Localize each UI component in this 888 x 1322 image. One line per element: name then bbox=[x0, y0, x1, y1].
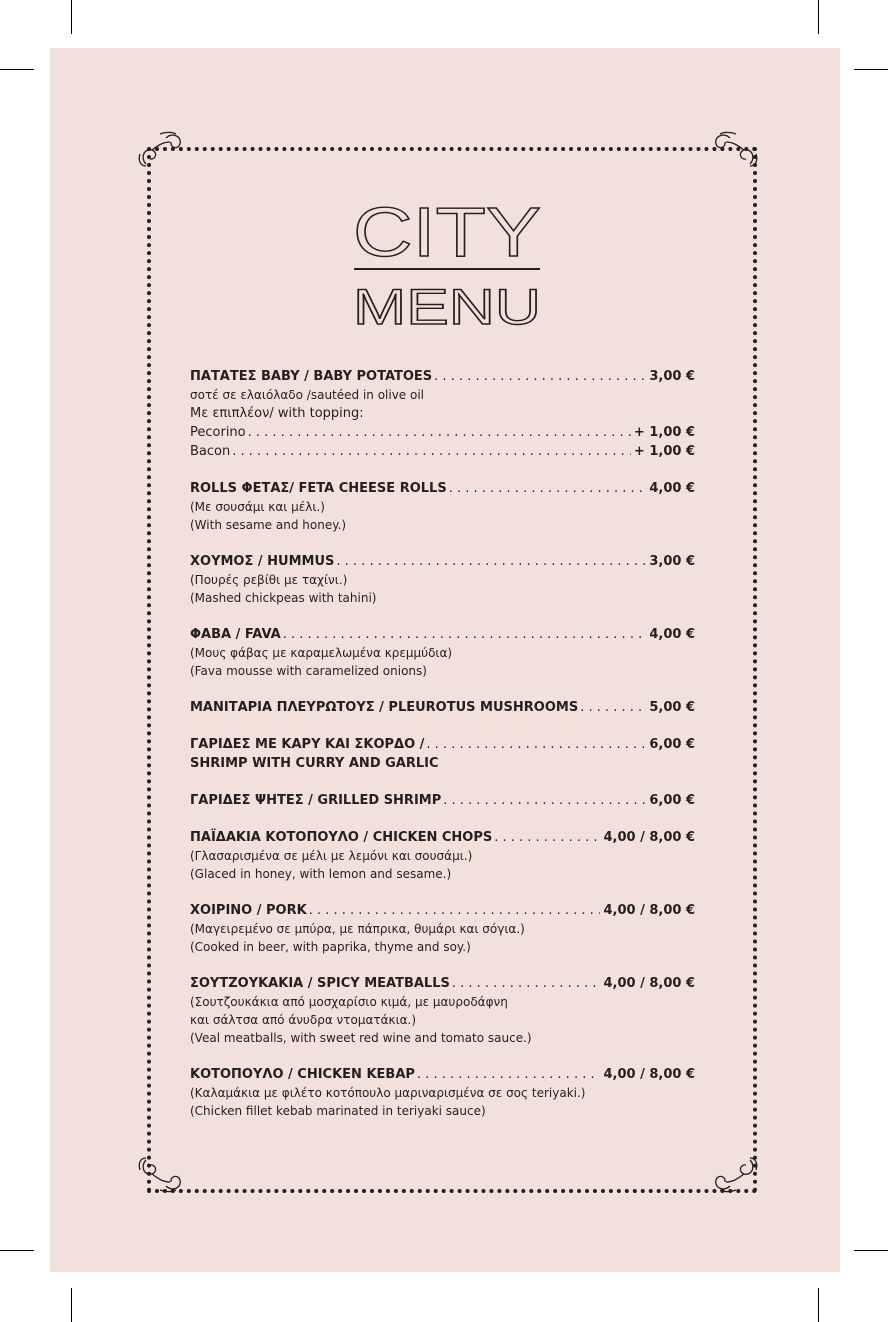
item-price: 4,00 € bbox=[649, 481, 695, 496]
topping-header: Με επιπλέον/ with topping: bbox=[190, 406, 364, 421]
item-description: (With sesame and honey.) bbox=[190, 518, 347, 532]
crop-mark bbox=[71, 0, 72, 34]
topping-price: + 1,00 € bbox=[633, 444, 695, 459]
item-description: (Glaced in honey, with lemon and sesame.) bbox=[190, 867, 452, 881]
flourish-bottom-right-icon bbox=[700, 1150, 760, 1194]
crop-mark bbox=[0, 1250, 34, 1251]
item-name: ΠΑΪΔΑΚΙΑ ΚΟΤΟΠΟΥΛΟ / CHICKEN CHOPS bbox=[190, 830, 493, 845]
crop-mark bbox=[854, 1250, 888, 1251]
item-description: (Γλασαρισμένα σε μέλι με λεμόνι και σουσάμι.) bbox=[190, 849, 473, 863]
crop-mark bbox=[0, 69, 34, 70]
city-menu-logo bbox=[350, 198, 545, 328]
item-price: 4,00 / 8,00 € bbox=[603, 1067, 695, 1082]
item-name: ΧΟΥΜΟΣ / HUMMUS bbox=[190, 554, 335, 569]
dot-leader bbox=[336, 552, 646, 571]
menu-item-chicken-chops bbox=[190, 828, 695, 883]
menu-card bbox=[50, 48, 840, 1272]
item-price: 3,00 € bbox=[649, 369, 695, 384]
topping-name: Pecorino bbox=[190, 425, 246, 440]
item-description: (Veal meatballs, with sweet red wine and tomato sauce.) bbox=[190, 1031, 532, 1045]
menu-item-curry-shrimp bbox=[190, 735, 695, 773]
item-description: (Fava mousse with caramelized onions) bbox=[190, 664, 427, 678]
crop-mark bbox=[818, 1288, 819, 1322]
dot-leader bbox=[494, 828, 600, 847]
topping-row bbox=[190, 423, 695, 442]
item-price: 6,00 € bbox=[649, 793, 695, 808]
dot-leader bbox=[426, 735, 646, 754]
item-description: (Καλαμάκια με φιλέτο κοτόπουλο μαριναρισμένα σε σος teriyaki.) bbox=[190, 1086, 586, 1100]
item-name: ΧΟΙΡΙΝΟ / PORK bbox=[190, 903, 307, 918]
item-price: 6,00 € bbox=[649, 737, 695, 752]
dot-leader bbox=[452, 974, 601, 993]
item-name: ΠΑΤΑΤΕΣ BABY / BABY POTATOES bbox=[190, 369, 433, 384]
item-description: (Πουρές ρεβίθι με ταχίνι.) bbox=[190, 573, 348, 587]
flourish-bottom-left-icon bbox=[136, 1150, 196, 1194]
menu-item-pork bbox=[190, 901, 695, 956]
dot-leader bbox=[449, 479, 647, 498]
item-description: σοτέ σε ελαιόλαδο /sautéed in olive oil bbox=[190, 388, 425, 402]
item-description: (Cooked in beer, with paprika, thyme and soy.) bbox=[190, 940, 471, 954]
item-description: και σάλτσα από άνυδρα ντοματάκια.) bbox=[190, 1013, 417, 1027]
crop-mark bbox=[71, 1288, 72, 1322]
item-name: ΦΑΒΑ / FAVA bbox=[190, 627, 281, 642]
crop-mark bbox=[818, 0, 819, 34]
flourish-top-left-icon bbox=[136, 130, 196, 174]
menu-items-list bbox=[190, 367, 695, 1138]
dot-leader bbox=[232, 442, 631, 461]
item-description: (Mashed chickpeas with tahini) bbox=[190, 591, 377, 605]
item-name: ROLLS ΦΕΤΑΣ/ FETA CHEESE ROLLS bbox=[190, 481, 447, 496]
item-name: ΓΑΡΙΔΕΣ ΨΗΤΕΣ / GRILLED SHRIMP bbox=[190, 793, 442, 808]
dot-leader bbox=[248, 423, 631, 442]
item-name-line2: SHRIMP WITH CURRY AND GARLIC bbox=[190, 756, 439, 771]
dot-leader bbox=[309, 901, 601, 920]
menu-item-chicken-kebap bbox=[190, 1065, 695, 1120]
dot-leader bbox=[580, 698, 646, 717]
menu-item-fava bbox=[190, 625, 695, 680]
dot-leader bbox=[434, 367, 646, 386]
dot-leader bbox=[417, 1065, 601, 1084]
flourish-top-right-icon bbox=[700, 130, 760, 174]
logo-line2: MENU bbox=[353, 279, 541, 328]
crop-mark bbox=[854, 69, 888, 70]
item-description: (Μους φάβας με καραμελωμένα κρεμμύδια) bbox=[190, 646, 453, 660]
item-description: (Μαγειρεμένο σε μπύρα, με πάπρικα, θυμάρι και σόγια.) bbox=[190, 922, 525, 936]
item-price: 4,00 € bbox=[649, 627, 695, 642]
item-description: (Με σουσάμι και μέλι.) bbox=[190, 500, 325, 514]
item-price: 4,00 / 8,00 € bbox=[603, 830, 695, 845]
topping-price: + 1,00 € bbox=[633, 425, 695, 440]
item-price: 4,00 / 8,00 € bbox=[603, 976, 695, 991]
topping-row bbox=[190, 442, 695, 461]
menu-item-mushrooms bbox=[190, 698, 695, 717]
logo-line1: CITY bbox=[353, 198, 541, 271]
item-name: ΚΟΤΟΠΟΥΛΟ / CHICKEN KEBAP bbox=[190, 1067, 415, 1082]
item-description: (Chicken fillet kebab marinated in teriyaki sauce) bbox=[190, 1104, 486, 1118]
topping-name: Bacon bbox=[190, 444, 231, 459]
menu-item-hummus bbox=[190, 552, 695, 607]
item-name: ΓΑΡΙΔΕΣ ΜΕ ΚΑΡΥ ΚΑΙ ΣΚΟΡΔΟ / bbox=[190, 737, 425, 752]
item-name: ΜΑΝΙΤΑΡΙΑ ΠΛΕΥΡΩΤΟΥΣ / PLEUROTUS MUSHROOMS bbox=[190, 700, 579, 715]
menu-item-feta-rolls bbox=[190, 479, 695, 534]
dot-leader bbox=[283, 625, 647, 644]
item-price: 3,00 € bbox=[649, 554, 695, 569]
item-description: (Σουτζουκάκια από μοσχαρίσιο κιμά, με μαυροδάφνη bbox=[190, 995, 508, 1009]
menu-item-meatballs bbox=[190, 974, 695, 1047]
menu-item-baby-potatoes bbox=[190, 367, 695, 461]
item-price: 4,00 / 8,00 € bbox=[603, 903, 695, 918]
menu-item-grilled-shrimp bbox=[190, 791, 695, 810]
dot-leader bbox=[443, 791, 646, 810]
item-price: 5,00 € bbox=[649, 700, 695, 715]
item-name: ΣΟΥΤΖΟΥΚΑΚΙΑ / SPICY MEATBALLS bbox=[190, 976, 450, 991]
